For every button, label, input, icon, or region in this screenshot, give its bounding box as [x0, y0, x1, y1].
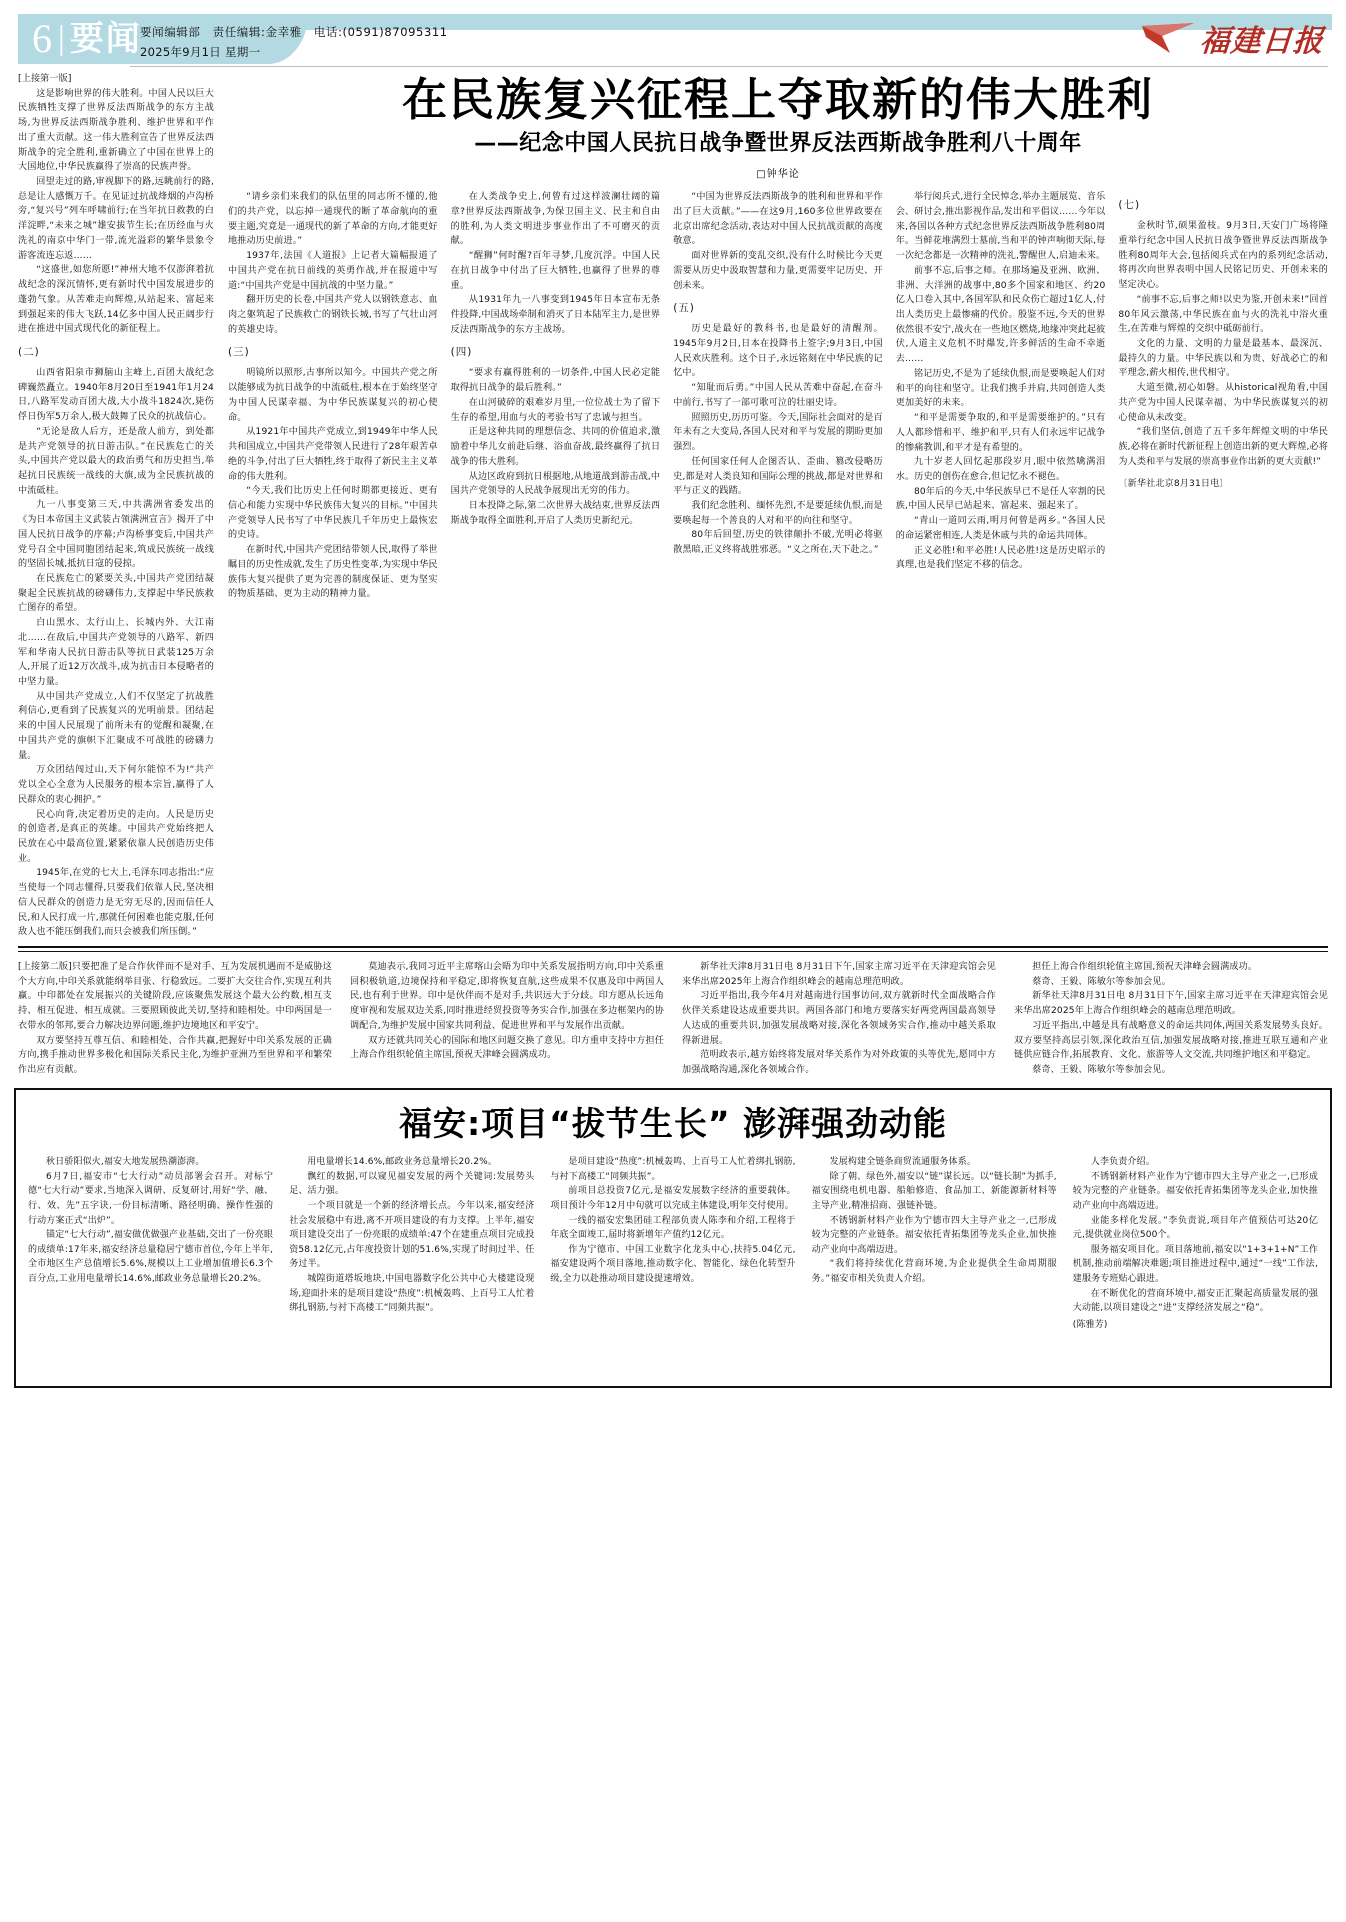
top-article	[0, 72, 1346, 940]
article-column	[673, 190, 883, 602]
masthead-meta	[140, 22, 448, 62]
body-paragraph: 日本投降之际,第二次世界大战结束,世界反法西斯战争取得全面胜利,开启了人类历史新纪元。	[450, 500, 661, 526]
article-column	[28, 1155, 273, 1332]
body-paragraph: 在民族危亡的紧要关头,中国共产党团结凝聚起全民族抗战的磅礴伟力,支撑起中华民族救亡图存的希望。	[18, 574, 214, 614]
body-paragraph: 历史是最好的教科书,也是最好的清醒剂。1945年9月2日,日本在投降书上签字;9月3日,中国人民欢庆胜利。这个日子,永远铭刻在中华民族的记忆中。	[673, 324, 883, 379]
bottom-article-title: 福安:项目“拔节生长” 澎湃强劲动能	[398, 1103, 948, 1143]
article-column	[682, 960, 996, 1078]
body-paragraph: “请乡亲们来我们的队伍里的同志所不懂的,他们的共产党，以忘掉一通现代的断了革命航向的重要主题,究竟是一通现代的新了革命的方向,才能更好地推动历史前进。”	[228, 192, 438, 247]
continued-from-tag: [上接第一版]	[18, 74, 72, 84]
body-paragraph: 一线的福安宏集团硅工程部负责人陈李和介绍,工程将于年底全面竣工,届时将新增年产值约12亿元。	[550, 1215, 796, 1241]
body-paragraph: 九十岁老人回忆起那段岁月,眼中依然噙满泪水。历史的创伤在愈合,但记忆永不褪色。	[895, 457, 1106, 482]
body-paragraph: “和平是需要争取的,和平是需要维护的。”只有人人都珍惜和平、维护和平,只有人们永远牢记战争的惨痛教训,和平才是有希望的。	[895, 413, 1106, 453]
body-paragraph: 不锈钢新材料产业作为宁德市四大主导产业之一,已形成较为完整的产业链条。福安依托青拓集团等龙头企业,加快推动产业向中高端迈进。	[811, 1215, 1057, 1255]
section-divider-thick	[18, 946, 1328, 948]
body-paragraph: 从边区政府到抗日根据地,从地道战到游击战,中国共产党领导的人民战争展现出无穷的伟力。	[450, 471, 661, 497]
body-paragraph: 前项目总投资7亿元,是福安发展数字经济的重要载体。项目预计今年12月中旬就可以完成主体建设,明年交付使用。	[550, 1186, 796, 1212]
body-paragraph: 秋日骄阳似火,福安大地发展热潮澎湃。	[46, 1157, 205, 1168]
body-paragraph: “今天,我们比历史上任何时期都更接近、更有信心和能力实现中华民族伟大复兴的目标。”中国共产党领导人民书写了中华民族几千年历史上最恢宏的史诗。	[228, 486, 438, 541]
body-paragraph: 在不断优化的营商环境中,福安正汇聚起高质量发展的强大动能,以项目建设之“进”支撑经济发展之“稳”。	[1072, 1288, 1318, 1314]
body-paragraph: 1945年,在党的七大上,毛泽东同志指出:“应当使每一个同志懂得,只要我们依靠人民,坚决相信人民群众的创造力是无穷无尽的,因而信任人民,和人民打成一片,那就任何困难也能克服,任何敌人也不能压倒我们,而只会被我们所压倒。”	[18, 868, 214, 938]
body-paragraph: 前事不忘,后事之师。在那场遍及亚洲、欧洲、非洲、大洋洲的战事中,80多个国家和地区、约20亿人口卷入其中,各国军队和民众伤亡超过1亿人,付出人类历史上最惨痛的代价。殷鉴不远,今天的世界依然很不安宁,战火在一些地区燃烧,地缘冲突此起彼伏,人道主义危机不时爆发,许多鲜活的生命不幸逝去……	[895, 265, 1106, 365]
article-byline: □钟华论	[756, 169, 800, 181]
body-paragraph: 任何国家任何人企图否认、歪曲、篡改侵略历史,都是对人类良知和国际公理的挑战,都是对世界和平与正义的践踏。	[673, 456, 883, 497]
body-paragraph: 城隍街道塔坂地块,中国电器数字化公共中心大楼建设现场,迎面扑来的是项目建设“热度”:机械轰鸣、上百号工人忙着绑扎钢筋,与衬下高楼工“同频共振”。	[289, 1273, 535, 1314]
body-paragraph: 习近平指出,我今年4月对越南进行国事访问,双方就新时代全面战略合作伙伴关系建设达成重要共识。两国各部门和地方要落实好两党两国最高领导人达成的重要共识,加强发展战略对接,深化各领域务实合作,推动中越关系取得新进展。	[682, 991, 996, 1046]
body-paragraph: 除了朝、绿色外,福安以“链”谋长远。以“链长制”为抓手,福安围绕电机电器、船舶修造、食品加工、新能源新材料等主导产业,精准招商、强链补链。	[811, 1171, 1057, 1212]
body-paragraph: 文化的力量、文明的力量是最基本、最深沉、最持久的力量。中华民族以和为贵、好战必亡的和平理念,薪火相传,世代相守。	[1118, 339, 1328, 379]
body-paragraph: 在人类战争史上,何曾有过这样波澜壮阔的篇章?世界反法西斯战争,为保卫国主义、民主和自由的胜利,为人类文明进步事业作出了不可磨灭的贡献。	[450, 192, 661, 247]
body-paragraph: 民心向背,决定着历史的走向。人民是历史的创造者,是真正的英雄。中国共产党始终把人民放在心中最高位置,紧紧依靠人民创造历史伟业。	[18, 809, 214, 864]
body-paragraph: 金秋时节,硕果盈枝。9月3日,天安门广场将隆重举行纪念中国人民抗日战争暨世界反法西斯战争胜利80周年大会,包括阅兵式在内的系列纪念活动,将再次向世界表明中国人民铭记历史、开创未来的坚定决心。	[1118, 221, 1328, 291]
body-paragraph: “知耻而后勇。”中国人民从苦难中奋起,在奋斗中前行,书写了一部可歌可泣的壮丽史诗。	[673, 383, 883, 408]
body-paragraph: 担任上海合作组织轮值主席国,预祝天津峰会圆满成功。	[1032, 961, 1258, 972]
continued-from-tag: [上接第二版]只要把准了是合作伙伴而不是对手、互为发展机遇而不是威胁这个大方向,中印关系就能纲举目张、行稳致远。二要扩大交往合作,实现互利共赢。中印都处在发展振兴的关键阶段,应该聚焦发展这个最大公约数,相互支持、相互促进、相互成就。三要照顾彼此关切,坚持和睦相处。中印两国是一衣带水的邻邦,要合力解决边界问题,维护边境地区和平安宁。	[18, 961, 332, 1031]
page-number: 6	[32, 16, 52, 61]
section-marker: (五)	[673, 302, 695, 315]
body-paragraph: 1937年,法国《人道报》上记者大篇幅报道了中国共产党在抗日前线的英勇作战,并在报道中写道:“中国共产党是中国抗战的中坚力量。”	[228, 251, 438, 291]
body-paragraph: 作为宁德市、中国工业数字化龙头中心,扶持5.04亿元,福安建设两个项目落地,推动数字化、智能化、绿色化转型升级,全力以赴推动项目建设提速增效。	[550, 1244, 796, 1284]
lead-paragraph: 回望走过的路,审视脚下的路,远眺前行的路,总是让人感慨万千。在见证过抗战烽烟的卢沟桥旁,“复兴号”列车呼啸前行;在当年抗日救教的白洋淀畔,“未来之城”雄安拔节生长;在历经血与火洗礼的南京中华门一带,流光溢彩的繁华景象令游客流连忘返……	[18, 177, 214, 261]
top-article-main	[228, 72, 1328, 940]
body-paragraph: “前事不忘,后事之师!以史为鉴,开创未来!”回首80年风云激荡,中华民族在血与火的洗礼中浴火重生,在苦难与辉煌的交织中砥砺前行。	[1118, 294, 1328, 335]
masthead-rule	[130, 66, 1328, 67]
body-paragraph: 我们纪念胜利、缅怀先烈,不是要延续仇恨,而是要唤起每一个善良的人对和平的向往和坚守。	[673, 500, 883, 526]
body-paragraph: 从1931年九一八事变到1945年日本宣布无条件投降,中国战场牵制和消灭了日本陆军主力,是世界反法西斯战争的东方主战场。	[450, 295, 661, 335]
article-column	[812, 1155, 1057, 1332]
body-paragraph: 山西省阳泉市狮脑山主峰上,百团大战纪念碑巍然矗立。1940年8月20日至1941年1月24日,八路军发动百团大战,大小战斗1824次,毙伤俘日伪军5万余人,极大鼓舞了民众的抗战信心。	[18, 367, 214, 423]
body-paragraph: “青山一道同云雨,明月何曾是两乡。”各国人民的命运紧密相连,人类是休戚与共的命运共同体。	[895, 516, 1106, 541]
body-paragraph: 莫迪表示,我同习近平主席喀山会晤为印中关系发展指明方向,印中关系重回积极轨道,边境保持和平稳定,即将恢复直航,这些成果不仅惠及印中两国人民,也有利于世界。印中是伙伴而不是对手,共识远大于分歧。印方愿从长远角度审视和发展双边关系,同时推进经贸投资等务实合作,加强在多边框架内的协调配合,为维护发展中国家共同利益、促进世界和平与发展作出贡献。	[350, 961, 664, 1031]
body-paragraph: 白山黑水、太行山上、长城内外、大江南北……在敌后,中国共产党领导的八路军、新四军和华南人民抗日游击队等抗日武装125万余人,开展了近12万次战斗,成为抗击日本侵略者的中坚力量。	[18, 618, 214, 688]
body-paragraph: 照照历史,历历可鉴。今天,国际社会面对的是百年未有之大变局,各国人民对和平与发展的期盼更加强烈。	[673, 412, 883, 453]
body-paragraph: 大道至微,初心如磐。从historical视角看,中国共产党为中国人民谋幸福、为中华民族谋复兴的初心使命从未改变。	[1118, 383, 1328, 423]
article-column	[228, 190, 438, 602]
body-paragraph: 范明政表示,越方始终将发展对华关系作为对外政策的头等优先,愿同中方加强战略沟通,深化各领域合作。	[682, 1050, 996, 1075]
body-paragraph: 是项目建设“热度”:机械轰鸣、上百号工人忙着绑扎钢筋,与衬下高楼工“同频共振”。	[550, 1157, 796, 1182]
body-paragraph: 蔡奇、王毅、陈敏尔等参加会见。	[1032, 1065, 1171, 1075]
section-marker: (三)	[228, 346, 250, 359]
article-column	[896, 190, 1106, 602]
folio-separator: |	[58, 20, 65, 57]
article-column	[289, 1155, 534, 1332]
body-paragraph: 从中国共产党成立,人们不仅坚定了抗战胜利信心,更看到了民族复兴的光明前景。团结起来的中国人民展现了前所未有的觉醒和凝聚,在中国共产党的旗帜下汇聚成不可战胜的磅礴力量。	[18, 691, 214, 761]
body-paragraph: 业能多样化发展。”李负责说,项目年产值预估可达20亿元,提供就业岗位500个。	[1072, 1215, 1318, 1241]
body-paragraph: 在新时代,中国共产党团结带领人民,取得了举世瞩目的历史性成就,发生了历史性变革,为实现中华民族伟大复兴提供了更为完善的制度保证、更为坚实的物质基础、更为主动的精神力量。	[228, 545, 438, 600]
body-paragraph: 蔡奇、王毅、陈敏尔等参加会见。	[1032, 976, 1171, 987]
headline-block	[228, 72, 1328, 182]
section-marker: (七)	[1118, 199, 1141, 212]
body-paragraph: 服务福安项目化。项目落地前,福安以“1+3+1+N”工作机制,推动前端解决难题;项目推进过程中,通过“一线”工作法,建服务专班贴心跟进。	[1072, 1244, 1318, 1284]
section-label: 要闻	[69, 19, 142, 59]
body-paragraph: 80年后回望,历史的铁律颠扑不破,光明必将驱散黑暗,正义终将战胜邪恶。“义之所在,天下赴之。”	[673, 530, 883, 556]
article-column	[350, 960, 664, 1078]
article-column	[1118, 190, 1328, 602]
section-marker: (二)	[18, 345, 40, 358]
masthead	[0, 0, 1346, 72]
body-paragraph: 正是这种共同的理想信念、共同的价值追求,激励着中华儿女前赴后继、浴血奋战,最终赢得了抗日战争的伟大胜利。	[450, 427, 661, 467]
lead-column	[18, 72, 214, 940]
body-paragraph: 用电量增长14.6%,邮政业务总量增长20.2%。	[307, 1157, 497, 1168]
body-paragraph: 80年后的今天,中华民族早已不是任人宰割的民族,中国人民早已站起来、富起来、强起来了。	[895, 486, 1106, 512]
lead-paragraph: “这盛世,如您所愿!”神州大地不仅澎湃着抗战纪念的深沉情怀,更有新时代中国发展进步的蓬勃气象。从苦难走向辉煌,从站起来、富起来到强起来的伟大飞跃,14亿多中国人民正阔步行进在推进中国式现代化的新征程上。	[18, 265, 214, 335]
article-column	[550, 1155, 795, 1332]
bottom-article-columns	[28, 1155, 1318, 1332]
article-column	[451, 190, 661, 602]
top-article-columns	[228, 190, 1328, 602]
body-paragraph: 双方还就共同关心的国际和地区问题交换了意见。印方重申支持中方担任上海合作组织轮值主席国,预祝天津峰会圆满成功。	[350, 1035, 664, 1061]
mid-article-columns	[18, 960, 1328, 1078]
page-title: 在民族复兴征程上夺取新的伟大胜利	[401, 73, 1154, 126]
body-paragraph: 一个项目就是一个新的经济增长点。今年以来,福安经济社会发展稳中有进,离不开项目建设的有力支撑。上半年,福安项目建设交出了一份亮眼的成绩单:47个在建重点项目完成投资58.12亿元,占年度投资计划的51.6%,实现了时间过半、任务过半。	[289, 1201, 535, 1270]
section-marker: (四)	[450, 346, 473, 359]
body-paragraph: 明镜所以照形,古事所以知今。中国共产党之所以能够成为抗日战争的中流砥柱,根本在于始终坚守为中国人民谋幸福、为中华民族谋复兴的初心使命。	[228, 368, 438, 423]
bottom-article	[14, 1088, 1332, 1388]
body-paragraph: 面对世界新的变乱交织,没有什么时候比今天更需要从历史中汲取智慧和力量,更需要牢记历史、开创未来。	[673, 251, 883, 291]
bottom-article-byline: (陈雅芳)	[1072, 1319, 1108, 1330]
lead-paragraph: 这是影响世界的伟大胜利。中国人民以巨大民族牺牲支撑了世界反法西斯战争的东方主战场,为世界反法西斯战争胜利、维护世界和平作出了重大贡献。这一伟大胜利宣告了世界反法西斯战争的完全胜利,重新确立了中国在世界上的大国地位,中华民族赢得了崇高的民族声誉。	[18, 88, 214, 173]
mid-article	[0, 952, 1346, 1078]
body-paragraph: 正义必胜!和平必胜!人民必胜!这是历史昭示的真理,也是我们坚定不移的信念。	[895, 545, 1106, 571]
body-paragraph: 铭记历史,不是为了延续仇恨,而是要唤起人们对和平的向往和坚守。让我们携手并肩,共同创造人类更加美好的未来。	[895, 368, 1106, 409]
body-paragraph: 锚定“七大行动”,福安做优做强产业基础,交出了一份亮眼的成绩单:17年来,福安经济总量稳居宁德市首位,今年上半年,全市地区生产总值增长5.6%,规模以上工业增加值增长6.3个百分点,工业用电量增长14.6%,邮政业务总量增长20.2%。	[28, 1230, 274, 1284]
body-paragraph: 飘红的数据,可以窥见福安发展的两个关键词:发展势头足、活力强。	[289, 1171, 535, 1197]
paper-logo	[1140, 16, 1324, 60]
fujian-daily-swoosh-icon	[1140, 20, 1196, 56]
body-paragraph: “要求有赢得胜利的一切条件,中国人民必定能取得抗日战争的最后胜利。”	[450, 368, 661, 394]
body-paragraph: 不锈钢新材料产业作为宁德市四大主导产业之一,已形成较为完整的产业链条。福安依托青拓集团等龙头企业,加快推动产业向中高端迈进。	[1072, 1171, 1318, 1212]
article-column	[1073, 1155, 1318, 1332]
body-paragraph: 习近平指出,中越是具有战略意义的命运共同体,两国关系发展势头良好。双方要坚持高层引领,深化政治互信,加强发展战略对接,推进互联互通和产业链供应链合作,拓展教育、文化、旅游等人文交流,共同维护地区和平稳定。	[1014, 1020, 1328, 1061]
article-column	[18, 960, 332, 1078]
body-paragraph: 万众团结闯过山,天下何尔能惊不为!“共产党以全心全意为人民服务的根本宗旨,赢得了人民群众的衷心拥护。”	[18, 765, 214, 805]
body-paragraph: “无论是敌人后方，还是敌人前方，到处都是共产党领导的抗日游击队。”在民族危亡的关头,中国共产党以最大的政治勇气和历史担当,举起抗日民族统一战线的大旗,成为全民族抗战的中流砥柱。	[18, 426, 214, 496]
body-paragraph: 新华社天津8月31日电 8月31日下午,国家主席习近平在天津迎宾馆会见来华出席2025年上海合作组织峰会的越南总理范明政。	[1014, 991, 1328, 1017]
body-paragraph: 发展构建全链条商贸流通服务体系。	[829, 1157, 976, 1168]
body-paragraph: “中国为世界反法西斯战争的胜利和世界和平作出了巨大贡献。”——在这9月,160多位世界政要在北京出席纪念活动,表达对中国人民抗战贡献的高度敬意。	[673, 192, 883, 247]
date-line: 2025年9月1日 星期一	[140, 45, 261, 60]
body-paragraph: 人李负责介绍。	[1090, 1157, 1155, 1168]
body-paragraph: 双方要坚持互尊互信、和睦相处、合作共赢,把握好中印关系发展的正确方向,携手推动世界多极化和国际关系民主化,为维护亚洲乃至世界和平和繁荣作出应有贡献。	[18, 1035, 332, 1075]
body-paragraph: 翻开历史的长卷,中国共产党人以钢铁意志、血肉之躯筑起了民族救亡的钢铁长城,书写了气壮山河的英雄史诗。	[228, 295, 438, 335]
article-column	[1014, 960, 1328, 1078]
body-paragraph: 在山河破碎的艰难岁月里,一位位战士为了留下生存的希望,用血与火的考验书写了忠诚与担当。	[450, 397, 661, 423]
paper-name: 福建日报	[1198, 24, 1325, 59]
page-subtitle: ——纪念中国人民抗日战争暨世界反法西斯战争胜利八十周年	[474, 130, 1082, 156]
article-source-tag: 〔新华社北京8月31日电〕	[1118, 478, 1229, 489]
body-paragraph: “我们将持续优化营商环境,为企业提供全生命周期服务。”福安市相关负责人介绍。	[811, 1259, 1057, 1284]
body-paragraph: “醒狮”何时醒?百年寻梦,几度沉浮。中国人民在抗日战争中付出了巨大牺牲,也赢得了世界的尊重。	[450, 251, 661, 291]
body-paragraph: 举行阅兵式,进行全民悼念,举办主题展览、音乐会、研讨会,推出影视作品,发出和平倡议……今年以来,各国以各种方式纪念世界反法西斯战争胜利80周年。当鲜花堆满烈士墓前,当和平的钟声响彻天际,每一次纪念都是一次精神的洗礼,警醒世人,启迪未来。	[895, 192, 1106, 262]
editor-line: 要闻编辑部 责任编辑:金幸雅 电话:(0591)87095311	[140, 25, 448, 39]
body-paragraph: 从1921年中国共产党成立,到1949年中华人民共和国成立,中国共产党带领人民进行了28年艰苦卓绝的斗争,付出了巨大牺牲,终于取得了新民主主义革命的伟大胜利。	[228, 427, 438, 482]
body-paragraph: “我们坚信,创造了五千多年辉煌文明的中华民族,必将在新时代新征程上创造出新的更大辉煌,必将为人类和平与发展的崇高事业作出新的更大贡献!”	[1118, 427, 1328, 467]
body-paragraph: 新华社天津8月31日电 8月31日下午,国家主席习近平在天津迎宾馆会见来华出席2025年上海合作组织峰会的越南总理范明政。	[682, 961, 996, 987]
body-paragraph: 6月7日,福安市“七大行动”动员部署会召开。对标宁德“七大行动”要求,当地深入调研、反复研讨,用好“学、融、行、效、先”五字诀,一份目标清晰、路径明确、操作性强的行动方案正式“出炉”。	[28, 1171, 274, 1226]
body-paragraph: 九一八事变第三天,中共满洲省委发出的《为日本帝国主义武装占领满洲宣言》揭开了中国人民抗日战争的序幕;卢沟桥事变后,中国共产党号召全中国同胞团结起来,筑成民族统一战线的坚固长城,抵抗日寇的侵掠。	[18, 500, 214, 570]
